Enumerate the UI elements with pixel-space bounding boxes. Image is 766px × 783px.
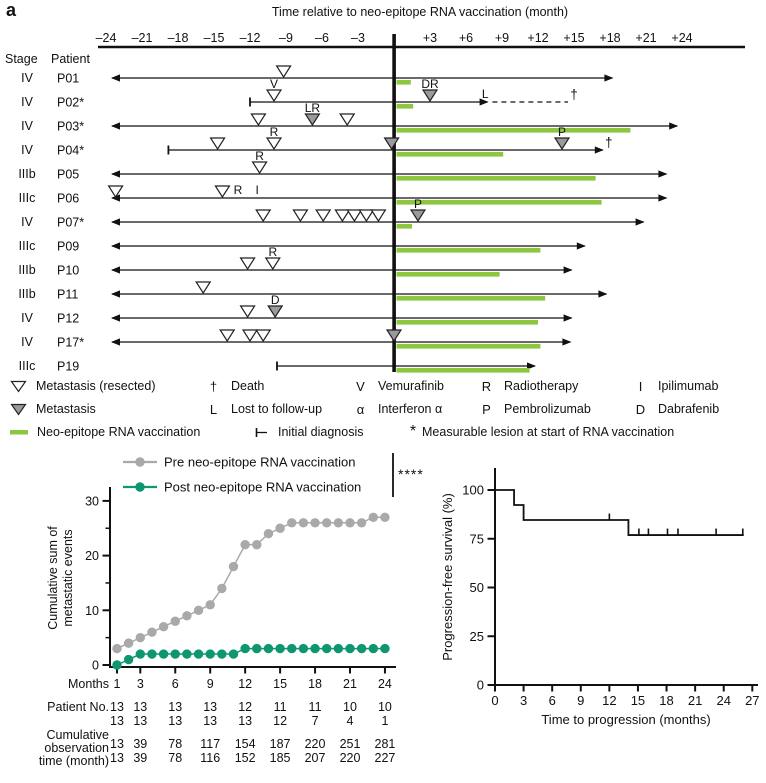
vaccination-bar <box>397 80 411 85</box>
cum-obs-post: 220 <box>339 751 361 765</box>
data-point <box>194 606 203 615</box>
right-arrow-icon <box>658 194 667 201</box>
vaccination-bar <box>397 248 541 253</box>
axis-tick-label: +9 <box>494 31 510 45</box>
data-point <box>345 518 354 527</box>
vaccination-bar <box>397 272 500 277</box>
right-arrow-icon <box>598 290 607 297</box>
treatment-letter: P <box>557 125 567 139</box>
treatment-letter: L <box>481 87 489 101</box>
legend-symbol-letter: α <box>356 401 365 417</box>
cum-obs-pre: 154 <box>234 737 256 751</box>
cum-obs-post: 39 <box>133 751 148 765</box>
data-point <box>217 649 226 658</box>
legend-label: Initial diagnosis <box>278 425 364 439</box>
data-point <box>112 660 121 669</box>
legend-label: Neo-epitope RNA vaccination <box>37 425 201 439</box>
treatment-letter: I <box>255 183 259 197</box>
cum-obs-post: 185 <box>269 751 291 765</box>
x-tick-label: 12 <box>238 677 253 691</box>
vaccination-bar <box>397 368 530 373</box>
cum-obs-pre: 39 <box>133 737 148 751</box>
right-arrow-icon <box>604 74 613 81</box>
legend-symbol-letter: V <box>356 378 365 394</box>
data-point <box>264 644 273 653</box>
metastasis-resected-icon <box>241 258 255 269</box>
metastasis-resected-icon <box>251 114 265 125</box>
cum-obs-pre: 117 <box>200 737 221 751</box>
stage-label: IIIb <box>18 263 36 277</box>
data-point <box>310 644 319 653</box>
right-arrow-icon <box>564 314 573 321</box>
y-tick-label: 25 <box>469 628 484 644</box>
treatment-letter: V <box>269 77 279 91</box>
patient-row-P01 <box>21 66 613 86</box>
patient-no-pre: 12 <box>238 700 253 714</box>
patient-no-pre: 10 <box>343 700 357 714</box>
cum-obs-post: 152 <box>234 751 256 765</box>
legend-label: Metastasis <box>36 402 96 416</box>
significance-stars: **** <box>398 466 424 482</box>
left-arrow-icon <box>111 122 120 129</box>
data-point <box>159 622 168 631</box>
treatment-letter: DR <box>421 77 439 91</box>
patient-id-label: P01 <box>57 71 80 86</box>
patient-no-pre: 10 <box>377 700 392 714</box>
x-tick-label: 18 <box>659 693 674 708</box>
patient-id-label: P04* <box>57 143 85 158</box>
data-point <box>287 644 296 653</box>
patient-row-P11 <box>18 282 607 302</box>
data-point <box>112 644 121 653</box>
vaccination-bar <box>397 344 541 349</box>
axis-tick-label: +3 <box>422 31 438 45</box>
metastasis-resected-icon <box>267 90 281 101</box>
treatment-letter: R <box>268 245 278 259</box>
patient-id-label: P19 <box>57 359 80 374</box>
legend-label: Interferon α <box>378 402 443 416</box>
legend-symbol-letter: L <box>209 401 218 417</box>
vaccination-bar <box>397 128 631 133</box>
survival-curve <box>495 490 744 535</box>
metastasis-resected-icon <box>371 210 385 221</box>
data-point <box>159 649 168 658</box>
cum-obs-post: 116 <box>200 751 221 765</box>
vaccination-bar <box>397 176 596 181</box>
left-arrow-icon <box>111 290 120 297</box>
left-arrow-icon <box>111 266 120 273</box>
patient-row-P05 <box>18 149 667 182</box>
legend-label: Radiotherapy <box>504 379 579 393</box>
treatment-letter: P <box>413 197 423 211</box>
right-arrow-icon <box>564 266 573 273</box>
legend-label: Dabrafenib <box>658 402 720 416</box>
legend-symbol-letter: D <box>635 401 646 417</box>
data-point <box>299 518 308 527</box>
cum-obs-pre: 281 <box>374 737 396 751</box>
stage-label: IV <box>21 71 33 85</box>
legend-label: Pembrolizumab <box>504 402 591 416</box>
metastasis-resected-icon <box>256 330 270 341</box>
swimmer-plot <box>18 31 745 374</box>
patient-id-label: P03* <box>57 119 85 134</box>
x-tick-label: 21 <box>343 677 357 691</box>
legend-label: Death <box>231 379 265 393</box>
metastasis-resected-icon <box>340 114 354 125</box>
table-row-label: observation <box>44 741 109 755</box>
data-point <box>136 633 145 642</box>
data-point <box>334 518 343 527</box>
data-point <box>310 518 319 527</box>
vaccination-bar <box>397 200 602 205</box>
x-axis-label: Months <box>68 677 109 691</box>
left-arrow-icon <box>111 314 120 321</box>
data-point <box>357 644 366 653</box>
data-point <box>380 513 389 522</box>
panel-label: a <box>6 0 17 20</box>
patient-no-pre: 11 <box>308 700 322 714</box>
data-point <box>299 644 308 653</box>
axis-tick-label: +15 <box>563 31 585 45</box>
patient-row-P19 <box>19 359 536 374</box>
legend-symbol-letter: P <box>482 401 491 417</box>
x-tick-label: 12 <box>602 693 617 708</box>
patient-id-label: P07* <box>57 215 85 230</box>
patient-id-label: P05 <box>57 167 80 182</box>
metastasis-icon <box>411 210 425 221</box>
patient-id-label: P10 <box>57 263 80 278</box>
y-tick-label: 75 <box>469 531 484 547</box>
data-point <box>240 540 249 549</box>
metastasis-resected-icon <box>359 210 373 221</box>
legend-label: Measurable lesion at start of RNA vaccination <box>422 425 675 439</box>
y-axis-label: Progression-free survival (%) <box>440 493 455 661</box>
axis-tick-label: –3 <box>351 31 365 45</box>
metastasis-resected-icon <box>220 330 234 341</box>
patient-no-post: 13 <box>168 714 183 728</box>
treatment-letter: R <box>255 149 264 163</box>
right-arrow-icon <box>577 242 586 249</box>
patient-id-label: P12 <box>57 311 80 326</box>
metastasis-resected-icon <box>293 210 307 221</box>
axis-tick-label: –18 <box>167 31 189 45</box>
patient-row-P03 <box>21 101 678 134</box>
x-tick-label: 3 <box>519 693 528 708</box>
y-tick-label: 0 <box>92 658 99 673</box>
stage-label: IIIb <box>18 287 36 301</box>
data-point <box>380 644 389 653</box>
data-point <box>369 513 378 522</box>
patient-row-P02 <box>21 77 578 110</box>
data-point <box>194 649 203 658</box>
right-arrow-icon <box>658 170 667 177</box>
right-arrow-icon <box>669 122 678 129</box>
data-point <box>182 649 191 658</box>
stage-label: IV <box>21 215 33 229</box>
death-icon: † <box>605 135 613 150</box>
data-point <box>124 638 133 647</box>
patient-id-label: P17* <box>57 335 85 350</box>
left-arrow-icon <box>111 338 120 345</box>
x-tick-label: 24 <box>716 693 731 708</box>
data-point <box>369 644 378 653</box>
patient-no-post: 13 <box>110 714 124 728</box>
patient-row-P09 <box>19 239 586 254</box>
metastasis-icon <box>268 306 282 317</box>
axis-tick-label: –21 <box>131 31 153 45</box>
axis-tick-label: –9 <box>279 31 293 45</box>
cum-obs-pre: 220 <box>304 737 326 751</box>
cum-obs-pre: 13 <box>110 737 124 751</box>
data-point <box>229 562 238 571</box>
metastasis-resected-icon <box>241 306 255 317</box>
axis-tick-label: –12 <box>239 31 261 45</box>
patient-no-post: 12 <box>273 714 288 728</box>
metastasis-resected-icon <box>277 66 291 77</box>
vaccination-bar <box>397 320 539 325</box>
metastasis-icon <box>385 138 399 149</box>
metastasis-resected-icon <box>211 138 225 149</box>
metastasis-resected-icon <box>196 282 210 293</box>
y-tick-label: 50 <box>469 580 484 595</box>
x-tick-label: 27 <box>745 693 760 708</box>
y-tick-label: 10 <box>85 603 99 618</box>
cum-obs-pre: 187 <box>269 737 291 751</box>
left-arrow-icon <box>111 218 120 225</box>
right-arrow-icon <box>595 146 604 153</box>
patient-id-label: P06 <box>57 191 80 206</box>
data-point <box>182 611 191 620</box>
table-row-label: Cumulative <box>46 728 109 742</box>
legend-symbol-letter: * <box>409 423 417 440</box>
data-point <box>334 644 343 653</box>
stage-label: IIIc <box>18 191 36 205</box>
patient-no-post: 13 <box>203 714 218 728</box>
patient-no-post: 13 <box>238 714 253 728</box>
stage-label: IV <box>21 95 33 109</box>
metastasis-icon <box>555 138 569 149</box>
patient-no-post: 7 <box>311 714 319 728</box>
patient-no-post: 1 <box>381 714 389 728</box>
axis-tick-label: +12 <box>527 31 549 45</box>
axis-tick-label: –24 <box>95 31 117 45</box>
axis-tick-label: –15 <box>203 31 225 45</box>
vaccination-bar <box>397 224 413 229</box>
swimmer-axis-title: Time relative to neo-epitope RNA vaccination (month) <box>271 5 569 19</box>
patient-no-pre: 13 <box>133 700 148 714</box>
data-point <box>171 617 180 626</box>
legend-symbol-letter: R <box>481 378 492 394</box>
data-point <box>240 644 249 653</box>
patient-no-pre: 11 <box>273 700 287 714</box>
axis-tick-label: +24 <box>671 31 693 45</box>
cum-obs-post: 227 <box>374 751 396 765</box>
stage-label: IV <box>21 119 33 133</box>
metastasis-resected-icon <box>253 162 267 173</box>
patient-id-label: P11 <box>57 287 79 302</box>
x-tick-label: 15 <box>630 693 646 708</box>
table-row-label: time (month) <box>38 754 109 768</box>
observation-table <box>39 700 396 768</box>
patient-row-P17 <box>21 330 571 350</box>
patient-no-pre: 13 <box>110 700 124 714</box>
patient-column-header: Patient <box>51 52 90 66</box>
x-tick-label: 1 <box>113 677 121 691</box>
legend-label: Metastasis (resected) <box>36 379 156 393</box>
metastasis-resected-icon <box>109 186 123 197</box>
data-point <box>357 518 366 527</box>
axis-tick-label: +18 <box>599 31 621 45</box>
metastasis-resected-icon <box>266 258 280 269</box>
axis-tick-label: –6 <box>315 31 329 45</box>
data-point <box>217 584 226 593</box>
metastasis-resected-icon <box>256 210 270 221</box>
vaccination-bar <box>397 296 546 301</box>
metastasis-resected-icon <box>335 210 349 221</box>
progression-free-survival-chart <box>440 468 760 727</box>
metastasis-icon <box>305 114 319 125</box>
legend-symbol-letter: I <box>638 378 643 394</box>
x-tick-label: 6 <box>548 693 556 708</box>
data-point <box>322 518 331 527</box>
metastasis-icon <box>423 90 437 101</box>
patient-no-pre: 13 <box>203 700 218 714</box>
patient-row-P06 <box>19 183 668 206</box>
data-point <box>124 655 133 664</box>
left-arrow-icon <box>111 74 120 81</box>
vaccination-time-zero-line <box>392 34 396 372</box>
data-point <box>206 649 215 658</box>
legend-label: Ipilimumab <box>658 379 719 393</box>
metastasis-resected-icon <box>267 138 281 149</box>
cum-obs-post: 13 <box>110 751 124 765</box>
metastasis-resected-icon <box>215 186 229 197</box>
legend-label: Pre neo-epitope RNA vaccination <box>164 454 356 470</box>
table-row-label: Patient No. <box>47 700 109 714</box>
y-axis-label: Cumulative sum of <box>46 526 60 630</box>
stage-label: IIIc <box>18 239 36 253</box>
x-tick-label: 6 <box>171 677 179 691</box>
data-point <box>147 649 156 658</box>
data-point <box>171 649 180 658</box>
vaccination-bar <box>397 104 414 109</box>
metastasis-resected-icon <box>243 330 257 341</box>
legend-label: Vemurafinib <box>378 379 445 393</box>
cum-obs-pre: 251 <box>339 737 361 751</box>
left-arrow-icon <box>111 170 120 177</box>
axis-tick-label: +21 <box>635 31 657 45</box>
stage-label: IIIb <box>18 167 36 181</box>
series-post <box>112 480 389 670</box>
axis-tick-label: +6 <box>458 31 474 45</box>
y-tick-label: 30 <box>85 494 99 509</box>
data-point <box>147 627 156 636</box>
treatment-letter: LR <box>304 101 321 115</box>
legend-label: Lost to follow-up <box>231 402 323 416</box>
patient-no-post: 4 <box>346 714 354 728</box>
cum-obs-post: 207 <box>304 751 326 765</box>
data-point <box>229 649 238 658</box>
data-point <box>275 524 284 533</box>
data-point <box>136 649 145 658</box>
treatment-letter: D <box>270 293 280 307</box>
left-arrow-icon <box>111 242 120 249</box>
y-axis-label: metastatic events <box>61 529 75 627</box>
x-tick-label: 24 <box>377 677 392 691</box>
patient-no-pre: 13 <box>168 700 183 714</box>
patient-id-label: P02* <box>57 95 85 110</box>
right-arrow-icon <box>636 218 645 225</box>
data-point <box>275 644 284 653</box>
y-tick-label: 100 <box>462 482 484 498</box>
data-point <box>206 600 215 609</box>
stage-column-header: Stage <box>5 52 38 66</box>
x-tick-label: 9 <box>206 677 214 691</box>
metastasis-resected-icon <box>316 210 330 221</box>
legend-label: Post neo-epitope RNA vaccination <box>164 479 362 495</box>
cumulative-events-chart <box>39 453 424 768</box>
y-tick-label: 0 <box>476 677 484 693</box>
cum-obs-post: 78 <box>168 751 183 765</box>
stage-label: IV <box>21 143 33 157</box>
x-tick-label: 15 <box>273 677 288 691</box>
x-tick-label: 21 <box>687 693 703 708</box>
death-icon: † <box>570 87 578 102</box>
data-point <box>252 540 261 549</box>
metastasis-resected-icon <box>347 210 361 221</box>
treatment-letter: R <box>269 125 279 139</box>
y-tick-label: 20 <box>85 549 99 564</box>
data-point <box>322 644 331 653</box>
patient-no-post: 13 <box>133 714 148 728</box>
data-point <box>264 529 273 538</box>
right-arrow-icon <box>562 338 571 345</box>
treatment-letter: R <box>233 183 243 197</box>
x-tick-label: 0 <box>491 693 499 708</box>
stage-label: IV <box>21 335 33 349</box>
x-axis-label: Time to progression (months) <box>541 712 711 727</box>
data-point <box>252 644 261 653</box>
legend-symbol-letter: † <box>209 378 218 394</box>
stage-label: IV <box>21 311 33 325</box>
cum-obs-pre: 78 <box>168 737 183 751</box>
x-tick-label: 3 <box>136 677 144 691</box>
stage-label: IIIc <box>18 359 36 373</box>
vaccination-bar <box>397 152 504 157</box>
metastasis-icon <box>387 330 401 341</box>
patient-id-label: P09 <box>57 239 80 254</box>
data-point <box>345 644 354 653</box>
x-tick-label: 18 <box>308 677 323 691</box>
data-point <box>287 518 296 527</box>
x-tick-label: 9 <box>577 693 585 708</box>
